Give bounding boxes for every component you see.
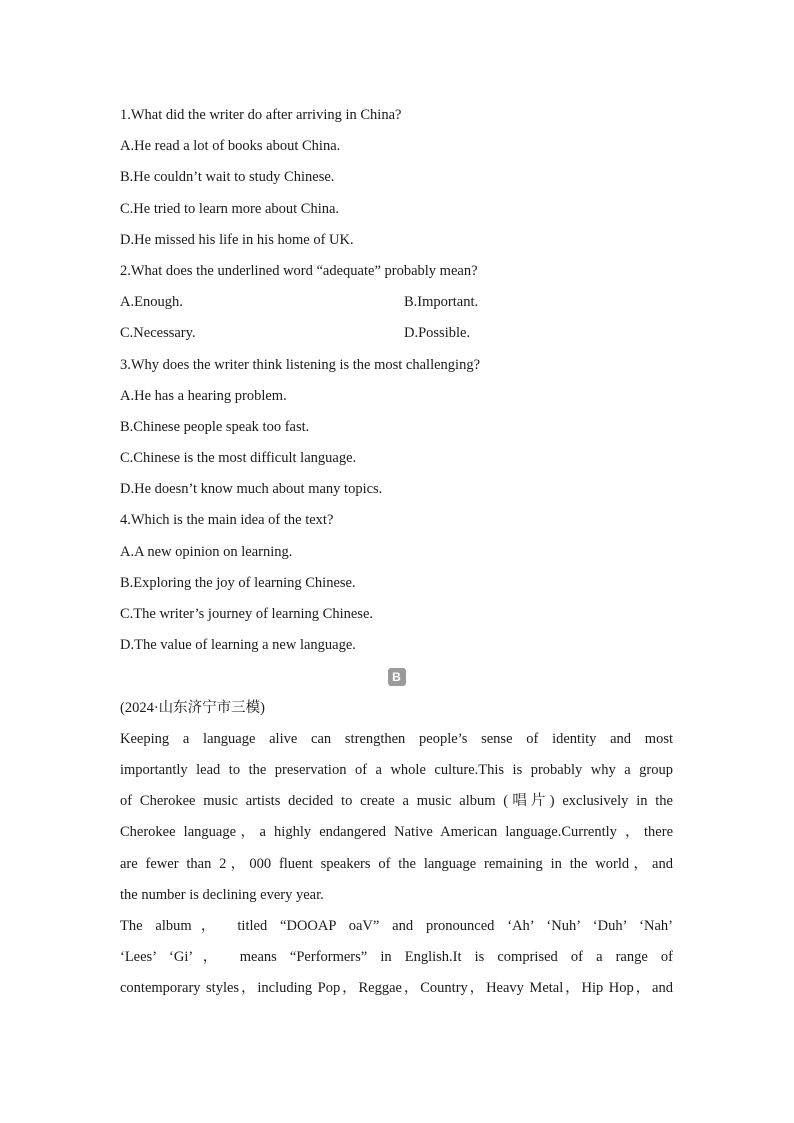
paragraph-1-line: are fewer than 2，000 fluent speakers of the language remaining in the world，and — [120, 855, 673, 872]
paragraph-2-line: ‘Lees’ ‘Gi’， means “Performers” in English.It is comprised of a range of — [120, 949, 673, 966]
section-b-badge: B — [388, 668, 406, 686]
question-2-option-d: D.Possible. — [404, 325, 471, 342]
question-4-option-b: B.Exploring the joy of learning Chinese. — [120, 574, 356, 591]
question-1-stem: 1.What did the writer do after arriving in China? — [120, 107, 402, 123]
question-4-stem: 4.Which is the main idea of the text? — [120, 512, 334, 529]
paragraph-1-line: importantly lead to the preservation of a whole culture.This is probably why a group — [120, 761, 673, 778]
question-1-option-a: A.He read a lot of books about China. — [120, 138, 341, 155]
question-2-option-a: A.Enough. — [120, 294, 183, 311]
question-3-option-d: D.He doesn’t know much about many topics. — [120, 481, 383, 498]
question-3-stem: 3.Why does the writer think listening is the most challenging? — [120, 356, 481, 373]
question-2-options-row-2 — [120, 318, 673, 349]
question-1-option-b: B.He couldn’t wait to study Chinese. — [120, 169, 335, 186]
paragraph-1-line: Cherokee language，a highly endangered Native American language.Currently ，there — [120, 824, 673, 841]
question-3-option-a: A.He has a hearing problem. — [120, 387, 287, 404]
worksheet-page — [120, 100, 673, 1004]
question-2-option-b: B.Important. — [404, 294, 479, 311]
question-2-stem: 2.What does the underlined word “adequate” probably mean? — [120, 262, 478, 279]
question-4-option-c: C.The writer’s journey of learning Chinese. — [120, 606, 374, 622]
question-4-option-d: D.The value of learning a new language. — [120, 637, 356, 654]
question-1-option-c: C.He tried to learn more about China. — [120, 200, 340, 217]
paragraph-2-line: contemporary styles，including Pop，Reggae，Country，Heavy Metal，Hip Hop，and — [120, 980, 673, 997]
passage-paragraph-2 — [120, 911, 673, 1005]
paragraph-1-line: the number is declining every year. — [120, 886, 324, 903]
question-3-option-c: C.Chinese is the most difficult language. — [120, 450, 357, 467]
paragraph-1-line: Keeping a language alive can strengthen people’s sense of identity and most — [120, 730, 673, 747]
passage-source: (2024·山东济宁市三模) — [120, 699, 265, 716]
question-2-option-c: C.Necessary. — [120, 325, 196, 342]
question-4-option-a: A.A new opinion on learning. — [120, 543, 293, 560]
question-3-option-b: B.Chinese people speak too fast. — [120, 418, 310, 435]
passage-paragraph-1 — [120, 724, 673, 911]
question-1-option-d: D.He missed his life in his home of UK. — [120, 231, 354, 248]
paragraph-2-line: The album， titled “DOOAP oaV” and pronounced ‘Ah’ ‘Nuh’ ‘Duh’ ‘Nah’ — [120, 917, 673, 934]
section-b-header — [120, 661, 673, 692]
question-2-options-row-1 — [120, 287, 673, 318]
paragraph-1-line: of Cherokee music artists decided to create a music album (唱片) exclusively in the — [120, 793, 673, 810]
